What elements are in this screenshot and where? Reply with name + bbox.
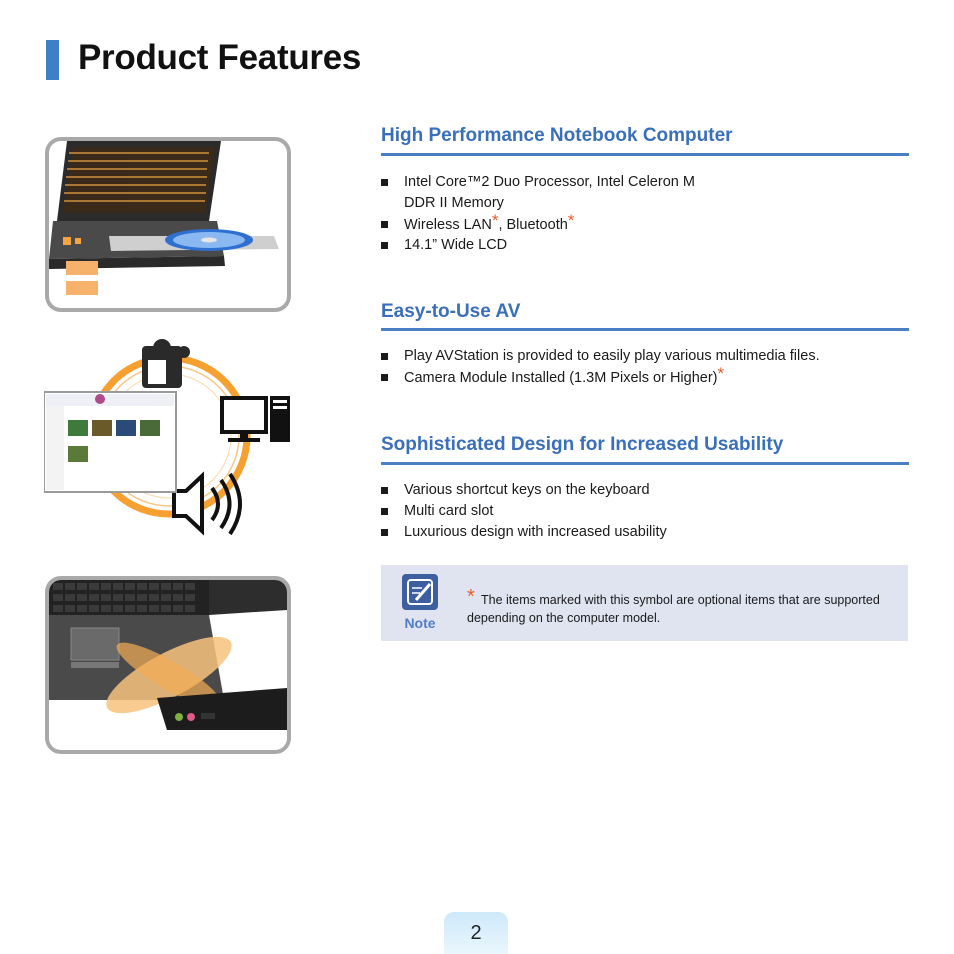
section-heading-av: Easy-to-Use AV [381,301,521,322]
bullet-icon [381,353,388,360]
list-item: 14.1” Wide LCD [381,235,901,256]
keyboard-photo [45,576,291,754]
list-item: Camera Module Installed (1.3M Pixels or Higher)* [381,367,901,389]
bullet-icon [381,221,388,228]
section-rule [381,462,909,465]
bullet-icon [381,242,388,249]
note-box [381,565,908,641]
section-rule [381,153,909,156]
design-list [381,480,901,542]
note-pencil-icon [402,574,438,610]
av-list [381,346,901,389]
page-number: 2 [444,912,508,954]
note-text: The items marked with this symbol are optional items that are supported depending on the computer model. [467,593,880,625]
bullet-icon [381,508,388,515]
bullet-icon [381,487,388,494]
performance-list [381,172,901,256]
avstation-window [44,392,176,492]
list-item: Intel Core™2 Duo Processor, Intel Celeron M DDR II Memory [381,172,901,214]
title-accent-bar [46,40,59,80]
page-title: Product Features [78,38,362,77]
list-item: Multi card slot [381,501,901,522]
laptop-dvd-photo [45,137,291,312]
note-label: Note [404,615,436,631]
section-heading-design: Sophisticated Design for Increased Usability [381,434,784,455]
list-item: Play AVStation is provided to easily play various multimedia files. [381,346,901,367]
optional-star: * [717,363,725,383]
bullet-icon [381,529,388,536]
list-item: Various shortcut keys on the keyboard [381,480,901,501]
optional-star: * [491,210,499,230]
list-item: Wireless LAN*, Bluetooth* [381,214,901,236]
list-item: Luxurious design with increased usability [381,522,901,543]
av-station-illustration [44,336,294,536]
optional-star: * [467,586,475,608]
bullet-icon [381,179,388,186]
bullet-icon [381,374,388,381]
section-heading-performance: High Performance Notebook Computer [381,125,733,146]
optional-star: * [567,210,575,230]
section-rule [381,328,909,331]
camera-icon [142,339,190,388]
